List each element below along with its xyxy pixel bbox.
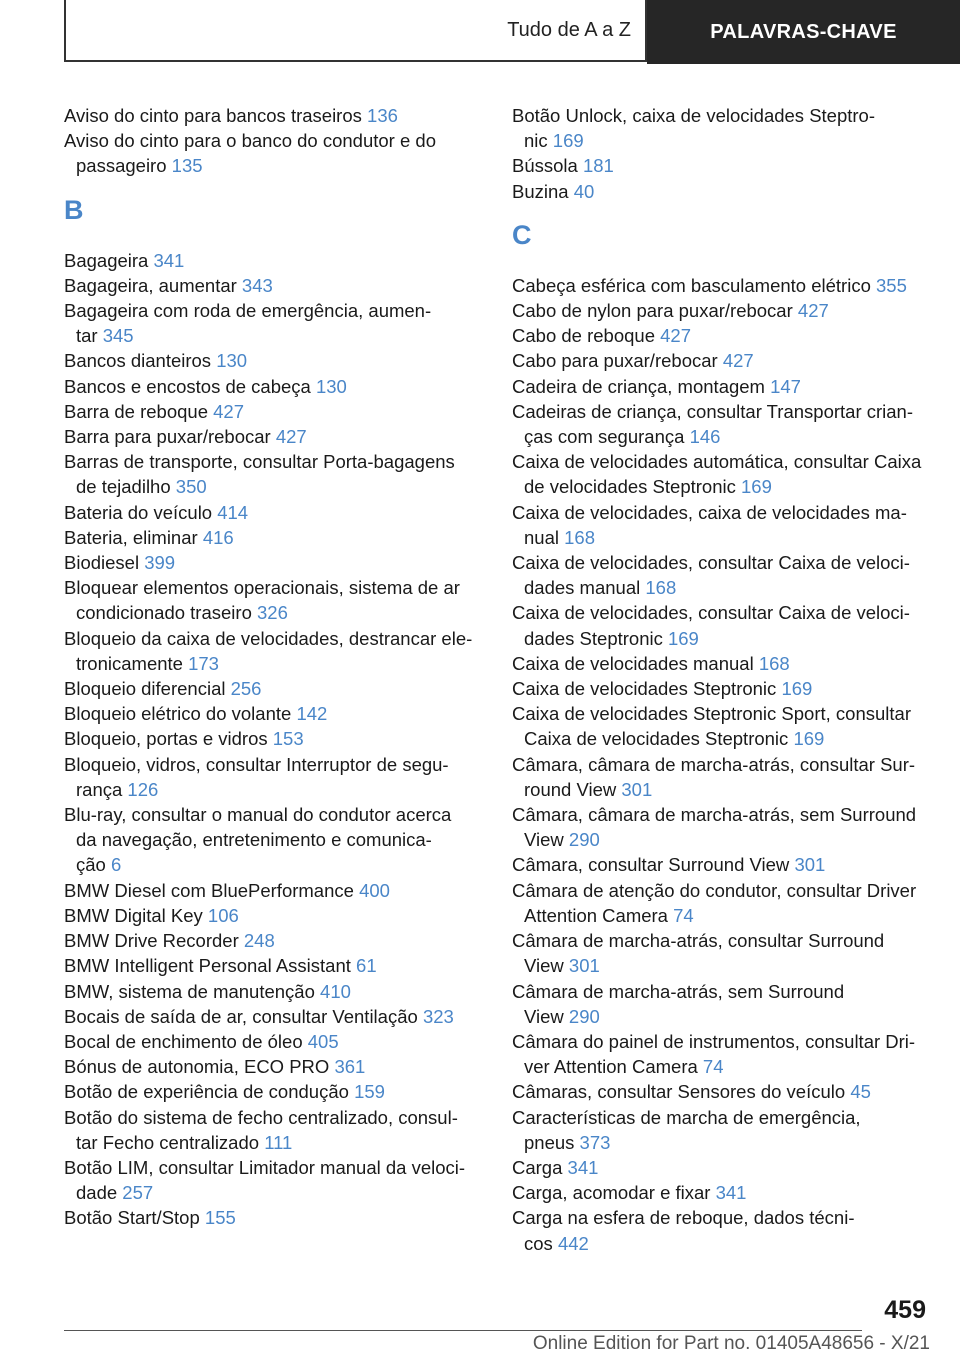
index-entry-text: Bloqueio diferencial <box>64 678 226 700</box>
index-entry-text: Cabo de nylon para puxar/rebocar <box>512 300 793 322</box>
index-entry <box>64 273 484 298</box>
page-reference-link[interactable]: 169 <box>552 130 584 152</box>
index-entry-text: Caixa de velocidades Steptronic <box>512 678 777 700</box>
page-reference-link[interactable]: 256 <box>230 678 262 700</box>
index-entry-text: tar <box>76 325 98 347</box>
page-reference-link[interactable]: 130 <box>216 350 248 372</box>
page-reference-link[interactable]: 135 <box>171 155 203 177</box>
page-reference-link[interactable]: 323 <box>422 1005 454 1027</box>
index-entry <box>512 979 932 1029</box>
index-entry <box>64 298 484 348</box>
index-entry-text: Botão Start/Stop <box>64 1207 200 1229</box>
index-entry <box>64 928 484 953</box>
index-entry-text: Caixa de velocidades, caixa de velocidades ma- <box>512 501 907 523</box>
index-entry-text: Câmaras, consultar Sensores do veículo <box>512 1081 846 1103</box>
page-reference-link[interactable]: 427 <box>213 400 245 422</box>
index-entry <box>512 298 932 323</box>
index-entry-text: ção <box>76 854 106 876</box>
index-entry-text: nual <box>524 526 559 548</box>
page-reference-link[interactable]: 155 <box>204 1207 236 1229</box>
index-entry-text: dades Steptronic <box>524 627 663 649</box>
index-entry <box>512 752 932 802</box>
index-entry <box>512 1029 932 1079</box>
index-entry <box>512 1155 932 1180</box>
index-entry-text: BMW, sistema de manutenção <box>64 980 315 1002</box>
index-entry-text: Blu-ray, consultar o manual do condutor acerca <box>64 804 452 826</box>
footer-divider <box>64 1330 862 1331</box>
section-tab: Tudo de A a Z <box>64 0 647 62</box>
index-column-left <box>64 103 484 1231</box>
page-reference-link[interactable]: 414 <box>217 501 249 523</box>
page-reference-link[interactable]: 442 <box>557 1232 589 1254</box>
index-entry <box>512 179 932 204</box>
index-entry <box>512 676 932 701</box>
page-reference-link[interactable]: 373 <box>579 1131 611 1153</box>
index-entry-text: Bússola <box>512 155 578 177</box>
page-reference-link[interactable]: 301 <box>794 854 826 876</box>
index-entry-text: BMW Drive Recorder <box>64 930 239 952</box>
index-entry <box>64 626 484 676</box>
index-entry-text: Barra de reboque <box>64 400 208 422</box>
index-entry-text: Bancos e encostos de cabeça <box>64 375 311 397</box>
page-reference-link[interactable]: 345 <box>102 325 134 347</box>
page-reference-link[interactable]: 355 <box>876 274 907 296</box>
index-entry-text: tronicamente <box>76 652 183 674</box>
index-entry-text: Carga na esfera de reboque, dados técni- <box>512 1207 855 1229</box>
index-entry <box>512 878 932 928</box>
index-entry-text: Botão de experiência de condução <box>64 1081 349 1103</box>
page-reference-link[interactable]: 290 <box>568 829 600 851</box>
page-reference-link[interactable]: 147 <box>770 375 801 397</box>
page-reference-link[interactable]: 427 <box>797 300 829 322</box>
page-reference-link[interactable]: 168 <box>564 526 595 548</box>
index-entry <box>512 701 932 751</box>
page-reference-link[interactable]: 153 <box>272 728 304 750</box>
index-entry-text: Cadeira de criança, montagem <box>512 375 765 397</box>
index-entry-text: Cabeça esférica com basculamento elétrico <box>512 274 871 296</box>
index-entry <box>64 103 484 128</box>
page-reference-link[interactable]: 169 <box>793 728 825 750</box>
page-reference-link[interactable]: 326 <box>257 602 288 624</box>
index-entry-text: Botão Unlock, caixa de velocidades Steptro- <box>512 105 876 126</box>
index-entry <box>512 1105 932 1155</box>
index-entry-text: cos <box>524 1232 553 1254</box>
index-entry-text: Caixa de velocidades automática, consultar Caixa <box>512 451 922 473</box>
index-entry-text: Bagageira <box>64 249 149 271</box>
page-reference-link[interactable]: 410 <box>320 980 351 1002</box>
index-entry-text: ças com segurança <box>524 426 685 448</box>
index-entry-text: rança <box>76 778 123 800</box>
page-reference-link[interactable]: 168 <box>645 577 677 599</box>
page-reference-link[interactable]: 248 <box>243 930 275 952</box>
page-reference-link[interactable]: 142 <box>296 703 328 725</box>
index-entry-text: Cadeiras de criança, consultar Transportar crian- <box>512 400 914 422</box>
index-entry <box>512 802 932 852</box>
index-entry <box>512 600 932 650</box>
index-entry <box>64 348 484 373</box>
index-entry <box>64 701 484 726</box>
index-entry-text: da navegação, entretenimento e comunica- <box>76 829 432 851</box>
index-entry <box>512 348 932 373</box>
index-entry-text: Cabo para puxar/rebocar <box>512 350 718 372</box>
page-reference-link[interactable]: 343 <box>241 274 273 296</box>
index-entry-text: de velocidades Steptronic <box>524 476 736 498</box>
index-entry <box>64 500 484 525</box>
page-reference-link[interactable]: 173 <box>188 652 219 674</box>
index-letter-heading: B <box>64 194 84 225</box>
index-entry <box>512 852 932 877</box>
footer-edition: Online Edition for Part no. 01405A48656 - X/21 <box>532 1333 930 1354</box>
index-entry <box>64 752 484 802</box>
index-entry <box>512 153 932 178</box>
page-reference-link[interactable]: 6 <box>110 854 122 876</box>
index-entry-text: Câmara de marcha-atrás, sem Surround <box>512 980 845 1002</box>
index-entry <box>512 323 932 348</box>
page-reference-link[interactable]: 136 <box>367 105 398 126</box>
index-entry <box>64 953 484 978</box>
index-entry-text: Carga, acomodar e fixar <box>512 1182 711 1204</box>
index-entry-text: nic <box>524 130 548 152</box>
index-entry-text: Botão do sistema de fecho centralizado, consul- <box>64 1106 458 1128</box>
page-reference-link[interactable]: 427 <box>660 325 691 347</box>
index-entry <box>64 1029 484 1054</box>
index-entry-text: Carga <box>512 1156 563 1178</box>
index-entry-text: Bloqueio, vidros, consultar Interruptor de segu- <box>64 753 449 775</box>
page-reference-link[interactable]: 111 <box>264 1131 293 1153</box>
index-entry-text: Bloqueio elétrico do volante <box>64 703 292 725</box>
page-reference-link[interactable]: 301 <box>621 778 653 800</box>
index-entry-text: Barra para puxar/rebocar <box>64 426 271 448</box>
page-reference-link[interactable]: 45 <box>850 1081 871 1103</box>
index-entry-text: Caixa de velocidades Steptronic Sport, consultar <box>512 703 911 725</box>
index-entry-text: Barras de transporte, consultar Porta-bagagens <box>64 451 455 473</box>
index-entry-text: Attention Camera <box>524 904 668 926</box>
index-entry-text: pneus <box>524 1131 575 1153</box>
page-reference-link[interactable]: 74 <box>673 904 694 926</box>
index-entry <box>512 500 932 550</box>
index-entry <box>64 979 484 1004</box>
index-entry <box>64 248 484 273</box>
page-reference-link[interactable]: 61 <box>356 955 377 977</box>
index-entry-text: Caixa de velocidades, consultar Caixa de veloci- <box>512 602 910 624</box>
index-entry-text: Bocais de saída de ar, consultar Ventilação <box>64 1005 418 1027</box>
index-entry-text: Bagageira, aumentar <box>64 274 237 296</box>
index-entry <box>512 1180 932 1205</box>
index-entry <box>512 928 932 978</box>
index-entry-text: Câmara, câmara de marcha-atrás, consultar Sur- <box>512 753 916 775</box>
page-reference-link[interactable]: 168 <box>758 652 790 674</box>
index-entry-text: ver Attention Camera <box>524 1056 698 1078</box>
page-reference-link[interactable]: 341 <box>715 1182 747 1204</box>
page-reference-link[interactable]: 350 <box>175 476 207 498</box>
page-reference-link[interactable]: 405 <box>307 1030 339 1052</box>
index-entry <box>64 550 484 575</box>
page-reference-link[interactable]: 181 <box>582 155 614 177</box>
page-reference-link[interactable]: 427 <box>722 350 754 372</box>
index-entry <box>64 1079 484 1104</box>
index-entry <box>512 273 932 298</box>
index-entry-text: View <box>524 1005 564 1027</box>
index-entry <box>64 449 484 499</box>
index-entry <box>64 128 484 178</box>
index-entry <box>64 374 484 399</box>
index-entry-text: condicionado traseiro <box>76 602 252 624</box>
index-entry <box>64 1004 484 1029</box>
index-entry-text: Bloqueio da caixa de velocidades, destrancar ele- <box>64 627 473 649</box>
page-reference-link[interactable]: 301 <box>568 955 600 977</box>
index-entry <box>512 651 932 676</box>
index-column-right <box>512 103 932 1256</box>
index-entry-text: Biodiesel <box>64 552 140 574</box>
index-entry-text: Câmara de atenção do condutor, consultar Driver <box>512 879 917 901</box>
index-entry-text: Aviso do cinto para o banco do condutor e do <box>64 130 436 152</box>
index-entry-text: Caixa de velocidades manual <box>512 652 754 674</box>
index-entry-text: Câmara, câmara de marcha-atrás, sem Surround <box>512 804 917 826</box>
page-reference-link[interactable]: 74 <box>702 1056 724 1078</box>
index-entry-text: Bocal de enchimento de óleo <box>64 1030 303 1052</box>
index-entry <box>64 525 484 550</box>
index-entry-text: Bateria, eliminar <box>64 526 198 548</box>
index-entry <box>64 726 484 751</box>
index-entry <box>64 399 484 424</box>
page-reference-link[interactable]: 126 <box>127 778 159 800</box>
index-entry <box>512 1205 932 1255</box>
page-reference-link[interactable]: 361 <box>334 1056 366 1078</box>
index-entry <box>64 424 484 449</box>
index-entry-text: Câmara, consultar Surround View <box>512 854 790 876</box>
index-entry-text: Bancos dianteiros <box>64 350 212 372</box>
index-entry-text: Bloqueio, portas e vidros <box>64 728 268 750</box>
index-letter-heading: C <box>512 219 532 250</box>
index-entry-text: Características de marcha de emergência, <box>512 1106 861 1128</box>
index-entry <box>64 1205 484 1230</box>
index-entry-text: Botão LIM, consultar Limitador manual da veloci- <box>64 1156 466 1178</box>
page-reference-link[interactable]: 399 <box>144 552 176 574</box>
page-reference-link[interactable]: 416 <box>202 526 234 548</box>
page-reference-link[interactable]: 146 <box>689 426 721 448</box>
index-entry-text: de tejadilho <box>76 476 171 498</box>
index-entry-text: dade <box>76 1182 118 1204</box>
index-entry-text: dades manual <box>524 577 641 599</box>
page-reference-link[interactable]: 257 <box>122 1182 154 1204</box>
index-entry-text: Aviso do cinto para bancos traseiros <box>64 105 362 126</box>
index-entry <box>512 103 932 153</box>
index-entry <box>512 374 932 399</box>
index-entry-text: Bónus de autonomia, ECO PRO <box>64 1056 330 1078</box>
index-entry-text: BMW Diesel com BluePerformance <box>64 879 354 901</box>
page-reference-link[interactable]: 130 <box>315 375 347 397</box>
page-number: 459 <box>884 1296 926 1324</box>
index-entry <box>512 550 932 600</box>
page-reference-link[interactable]: 159 <box>354 1081 385 1103</box>
index-entry <box>64 1105 484 1155</box>
page-reference-link[interactable]: 169 <box>781 678 813 700</box>
index-entry <box>64 575 484 625</box>
index-entry <box>512 399 932 449</box>
index-entry-text: Caixa de velocidades Steptronic <box>524 728 789 750</box>
index-entry <box>64 1155 484 1205</box>
index-entry <box>64 878 484 903</box>
index-entry-text: round View <box>524 778 617 800</box>
active-section-tab: PALAVRAS-CHAVE <box>647 0 960 64</box>
index-entry-text: View <box>524 955 564 977</box>
index-entry <box>512 449 932 499</box>
index-entry-text: Bagageira com roda de emergência, aumen- <box>64 300 432 322</box>
index-entry-text: Bateria do veículo <box>64 501 213 523</box>
page-reference-link[interactable]: 40 <box>573 180 595 202</box>
page-reference-link[interactable]: 400 <box>359 879 390 901</box>
page-reference-link[interactable]: 106 <box>207 904 239 926</box>
index-entry-text: BMW Intelligent Personal Assistant <box>64 955 351 977</box>
page-reference-link[interactable]: 169 <box>667 627 699 649</box>
index-entry-text: Bloquear elementos operacionais, sistema de ar <box>64 577 460 599</box>
page-reference-link[interactable]: 427 <box>275 426 307 448</box>
index-entry <box>64 1054 484 1079</box>
index-entry-text: View <box>524 829 564 851</box>
index-entry-text: Buzina <box>512 180 569 202</box>
header-tabs <box>64 0 960 64</box>
index-entry-text: Caixa de velocidades, consultar Caixa de veloci- <box>512 552 910 574</box>
index-entry-text: BMW Digital Key <box>64 904 203 926</box>
index-entry-text: Cabo de reboque <box>512 325 655 347</box>
index-entry-text: tar Fecho centralizado <box>76 1131 260 1153</box>
index-entry-text: passageiro <box>76 155 167 177</box>
index-entry <box>64 903 484 928</box>
index-entry-text: Câmara de marcha-atrás, consultar Surround <box>512 930 885 952</box>
page-reference-link[interactable]: 341 <box>153 249 185 271</box>
index-entry-text: Câmara do painel de instrumentos, consultar Dri- <box>512 1030 916 1052</box>
index-entry <box>512 1079 932 1104</box>
page-reference-link[interactable]: 341 <box>567 1156 599 1178</box>
index-entry <box>64 802 484 878</box>
page-reference-link[interactable]: 290 <box>568 1005 600 1027</box>
page-reference-link[interactable]: 169 <box>741 476 772 498</box>
index-entry <box>64 676 484 701</box>
